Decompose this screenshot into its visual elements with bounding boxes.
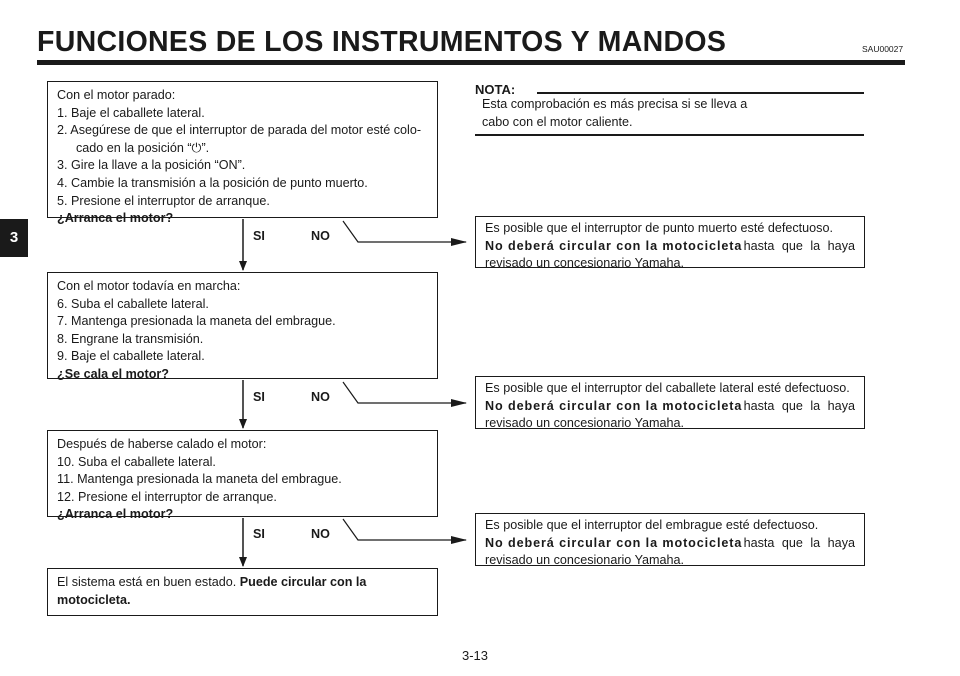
fault-line: revisado un concesionario Yamaha. — [485, 256, 685, 271]
step-line: 2. Asegúrese de que el interruptor de parada del motor esté colo- — [57, 123, 422, 138]
step-question: ¿Se cala el motor? — [57, 366, 169, 381]
step-line: 4. Cambie la transmisión a la posición de punto muerto. — [57, 175, 368, 190]
yes-label: SI — [253, 229, 265, 243]
right-arrow — [343, 221, 466, 242]
document-code: SAU00027 — [862, 44, 904, 54]
step-line: Con el motor todavía en marcha: — [57, 279, 241, 293]
fault-line: No deberá circular con la motocicleta hasta que la haya — [485, 535, 855, 550]
yes-label: SI — [253, 527, 265, 541]
step-line: 3. Gire la llave a la posición “ON”. — [57, 158, 246, 173]
step-line: cado en la posición “⏻”. — [76, 140, 210, 155]
step-line: Después de haberse calado el motor: — [57, 437, 267, 451]
final-line: El sistema está en buen estado. Puede circular con la — [57, 575, 367, 589]
step-line: 12. Presione el interruptor de arranque. — [57, 489, 277, 504]
note-label: NOTA: — [475, 82, 516, 97]
step-line: 9. Baje el caballete lateral. — [57, 349, 205, 364]
fault-line: revisado un concesionario Yamaha. — [485, 416, 685, 431]
fault-line: Es posible que el interruptor del embrague esté defectuoso. — [485, 518, 819, 532]
note-line: cabo con el motor caliente. — [482, 114, 633, 129]
yes-label: SI — [253, 390, 265, 404]
fault-line: revisado un concesionario Yamaha. — [485, 553, 685, 568]
step-line: 1. Baje el caballete lateral. — [57, 105, 205, 120]
final-line: motocicleta. — [57, 592, 131, 607]
step-question: ¿Arranca el motor? — [57, 211, 174, 226]
step-line: 11. Mantenga presionada la maneta del embrague. — [57, 472, 342, 487]
step-question: ¿Arranca el motor? — [57, 507, 174, 522]
step-line: 10. Suba el caballete lateral. — [57, 454, 216, 469]
note-line: Esta comprobación es más precisa si se lleva a — [482, 97, 748, 111]
fault-line: Es posible que el interruptor del caballete lateral esté defectuoso. — [485, 381, 850, 395]
step-line: 8. Engrane la transmisión. — [57, 331, 204, 346]
fault-line: Es posible que el interruptor de punto muerto esté defectuoso. — [485, 221, 833, 235]
fault-line: No deberá circular con la motocicleta hasta que la haya — [485, 238, 855, 253]
step-line: 7. Mantenga presionada la maneta del embrague. — [57, 314, 336, 329]
page-title: FUNCIONES DE LOS INSTRUMENTOS Y MANDOS — [37, 26, 727, 58]
no-label: NO — [311, 229, 330, 243]
step-line: 6. Suba el caballete lateral. — [57, 296, 209, 311]
chapter-tab: 3 — [0, 219, 28, 257]
step-line: Con el motor parado: — [57, 88, 176, 102]
no-label: NO — [311, 527, 330, 541]
no-label: NO — [311, 390, 330, 404]
page-number: 3-13 — [462, 648, 489, 663]
right-arrow — [343, 382, 466, 403]
step-line: 5. Presione el interruptor de arranque. — [57, 193, 270, 208]
right-arrow — [343, 519, 466, 540]
fault-line: No deberá circular con la motocicleta hasta que la haya — [485, 398, 855, 413]
